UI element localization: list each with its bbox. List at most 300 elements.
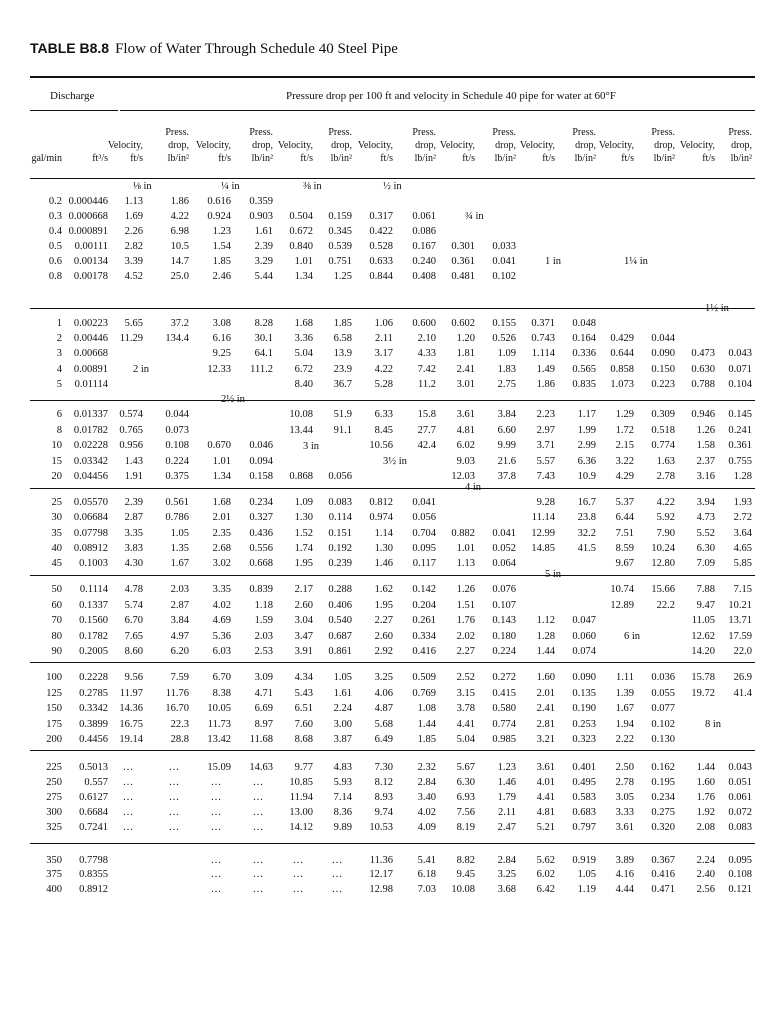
pipe-size-label: 1 in	[545, 256, 562, 267]
cell-ft3s: 0.4456	[79, 734, 108, 745]
cell-pressure-drop: 4.02	[417, 807, 436, 818]
cell-velocity: 0.481	[451, 271, 475, 282]
cell-velocity: 1.01	[456, 543, 475, 554]
cell-ft3s: 0.1782	[79, 631, 108, 642]
cell-velocity: 5.28	[374, 379, 393, 390]
cell-pressure-drop: 0.074	[572, 646, 596, 657]
cell-velocity: 15.09	[207, 762, 231, 773]
cell-pressure-drop: 0.155	[492, 318, 516, 329]
col-header-pressure-line: Press.	[165, 127, 189, 138]
cell-pressure-drop: 6.60	[497, 425, 516, 436]
cell-velocity: …	[292, 884, 304, 895]
cell-pressure-drop: 0.043	[728, 348, 752, 359]
cell-pressure-drop: 0.117	[412, 558, 436, 569]
cell-pressure-drop: 1.08	[417, 703, 436, 714]
cell-pressure-drop: 0.539	[328, 241, 352, 252]
cell-velocity: 2.11	[375, 333, 393, 344]
cell-pressure-drop: 0.224	[492, 646, 516, 657]
cell-pressure-drop: …	[252, 855, 264, 866]
cell-velocity: 11.94	[289, 792, 313, 803]
cell-velocity: 1.26	[696, 425, 715, 436]
cell-velocity: 5.62	[536, 855, 555, 866]
cell-pressure-drop: 0.336	[572, 348, 596, 359]
cell-velocity: 4.44	[615, 884, 634, 895]
cell-pressure-drop: 1.05	[577, 869, 596, 880]
cell-pressure-drop: 1.61	[254, 226, 273, 237]
cell-velocity: 7.65	[124, 631, 143, 642]
cell-pressure-drop: 0.047	[572, 615, 596, 626]
cell-ft3s: 0.04456	[73, 471, 108, 482]
cell-pressure-drop: 1.85	[333, 318, 352, 329]
cell-pressure-drop: 0.204	[412, 600, 436, 611]
pressure-rule	[120, 110, 755, 111]
cell-pressure-drop: 2.03	[254, 631, 273, 642]
cell-pressure-drop: 36.7	[333, 379, 352, 390]
cell-pressure-drop: 0.044	[165, 409, 189, 420]
cell-gal-min: 125	[46, 688, 62, 699]
col-header-pressure-line: Press.	[651, 127, 675, 138]
cell-velocity: 2.87	[124, 512, 143, 523]
cell-velocity: 2.02	[456, 631, 475, 642]
cell-pressure-drop: 1.61	[333, 688, 352, 699]
cell-velocity: 5.67	[456, 762, 475, 773]
cell-ft3s: 0.02228	[73, 440, 108, 451]
cell-pressure-drop: 0.086	[412, 226, 436, 237]
cell-pressure-drop: 15.66	[651, 584, 675, 595]
cell-gal-min: 2	[56, 333, 62, 344]
cell-pressure-drop: 0.077	[651, 703, 675, 714]
cell-velocity: 2.15	[615, 440, 634, 451]
cell-velocity: 4.01	[536, 777, 555, 788]
cell-velocity: 4.69	[212, 615, 231, 626]
cell-velocity: 5.57	[536, 456, 555, 467]
cell-velocity: 2.01	[536, 688, 555, 699]
cell-velocity: 12.89	[610, 600, 634, 611]
cell-gal-min: 3	[56, 348, 62, 359]
cell-pressure-drop: 0.167	[412, 241, 436, 252]
cell-pressure-drop: 0.145	[728, 409, 752, 420]
cell-ft3s: 0.01337	[73, 409, 108, 420]
cell-pressure-drop: 1.05	[170, 528, 189, 539]
cell-pressure-drop: 5.41	[417, 855, 436, 866]
cell-pressure-drop: 134.4	[165, 333, 189, 344]
cell-pressure-drop: 0.083	[728, 822, 752, 833]
cell-velocity: 6.02	[456, 440, 475, 451]
cell-gal-min: 275	[46, 792, 62, 803]
cell-velocity: 2.60	[294, 600, 313, 611]
cell-pressure-drop: 0.130	[651, 734, 675, 745]
cell-pressure-drop: 0.151	[328, 528, 352, 539]
cell-pressure-drop: 3.68	[497, 884, 516, 895]
cell-gal-min: 0.3	[48, 211, 62, 222]
cell-pressure-drop: 22.2	[656, 600, 675, 611]
cell-velocity: 2.97	[536, 425, 555, 436]
cell-pressure-drop: 0.234	[651, 792, 675, 803]
cell-pressure-drop: 0.774	[651, 440, 675, 451]
cell-velocity: 0.812	[369, 497, 393, 508]
cell-velocity: 0.788	[691, 379, 715, 390]
cell-velocity: 5.04	[456, 734, 475, 745]
cell-pressure-drop: 8.36	[333, 807, 352, 818]
cell-velocity: 3.21	[536, 734, 555, 745]
cell-velocity: 7.43	[536, 471, 555, 482]
cell-velocity: 13.44	[289, 425, 313, 436]
cell-velocity: 0.473	[691, 348, 715, 359]
cell-pressure-drop: 0.408	[412, 271, 436, 282]
cell-pressure-drop: 16.7	[577, 497, 596, 508]
cell-velocity: 2.26	[124, 226, 143, 237]
cell-pressure-drop: …	[252, 884, 264, 895]
cell-gal-min: 325	[46, 822, 62, 833]
cell-velocity: …	[210, 807, 222, 818]
cell-velocity: 3.61	[456, 409, 475, 420]
cell-ft3s: 0.000446	[68, 196, 108, 207]
cell-pressure-drop: 2.39	[254, 241, 273, 252]
cell-pressure-drop: …	[252, 822, 264, 833]
cell-pressure-drop: 0.309	[651, 409, 675, 420]
cell-pressure-drop: 3.00	[333, 719, 352, 730]
cell-pressure-drop: 4.71	[254, 688, 273, 699]
cell-velocity: 0.868	[289, 471, 313, 482]
cell-pressure-drop: 0.090	[651, 348, 675, 359]
cell-velocity: 0.672	[289, 226, 313, 237]
cell-velocity: 8.12	[374, 777, 393, 788]
cell-velocity: 1.74	[294, 543, 313, 554]
cell-ft3s: 0.2228	[79, 672, 108, 683]
col-header-pressure-line: lb/in²	[414, 153, 436, 164]
cell-pressure-drop: 111.2	[250, 364, 273, 375]
col-header-pressure-line: Press.	[492, 127, 516, 138]
cell-pressure-drop: …	[331, 855, 343, 866]
table-caption: Flow of Water Through Schedule 40 Steel Pipe	[115, 41, 398, 57]
cell-pressure-drop: 0.195	[651, 777, 675, 788]
cell-velocity: 1.30	[374, 543, 393, 554]
cell-pressure-drop: 3.84	[497, 409, 516, 420]
cell-velocity: 6.72	[294, 364, 313, 375]
cell-pressure-drop: 1.63	[656, 456, 675, 467]
cell-pressure-drop: 2.99	[577, 440, 596, 451]
col-header-pressure-line: drop,	[654, 140, 675, 151]
cell-pressure-drop: 0.415	[492, 688, 516, 699]
cell-pressure-drop: 2.78	[656, 471, 675, 482]
cell-ft3s: 0.1003	[79, 558, 108, 569]
cell-pressure-drop: 0.668	[249, 558, 273, 569]
cell-ft3s: 0.1337	[79, 600, 108, 611]
pipe-size-label: ¾ in	[465, 211, 484, 222]
row-group-rule	[30, 488, 755, 489]
cell-pressure-drop: 0.526	[492, 333, 516, 344]
row-group-rule	[30, 308, 755, 309]
cell-gal-min: 0.8	[48, 271, 62, 282]
cell-pressure-drop: 0.041	[412, 497, 436, 508]
discharge-rule	[30, 110, 118, 111]
cell-velocity: 6.93	[456, 792, 475, 803]
cell-pressure-drop: 17.59	[728, 631, 752, 642]
col-header-velocity-line: ft/s	[380, 153, 393, 164]
row-group-rule	[30, 843, 755, 844]
cell-pressure-drop: 0.406	[328, 600, 352, 611]
cell-pressure-drop: 0.556	[249, 543, 273, 554]
cell-velocity: 1.20	[456, 333, 475, 344]
pressure-header: Pressure drop per 100 ft and velocity in Schedule 40 pipe for water at 60°F	[286, 90, 617, 102]
col-header-pressure-line: lb/in²	[251, 153, 273, 164]
cell-pressure-drop: 13.9	[333, 348, 352, 359]
cell-velocity: 8.59	[615, 543, 634, 554]
cell-ft3s: 0.3899	[79, 719, 108, 730]
cell-velocity: 2.37	[696, 456, 715, 467]
cell-velocity: 0.633	[369, 256, 393, 267]
cell-velocity: 0.371	[531, 318, 555, 329]
cell-velocity: 3.39	[124, 256, 143, 267]
cell-gal-min: 250	[46, 777, 62, 788]
cell-velocity: 2.56	[696, 884, 715, 895]
cell-pressure-drop: 2.24	[333, 703, 352, 714]
cell-pressure-drop: 3.09	[254, 672, 273, 683]
cell-velocity: 4.30	[124, 558, 143, 569]
cell-pressure-drop: 0.224	[165, 456, 189, 467]
cell-velocity: 6.70	[124, 615, 143, 626]
cell-pressure-drop: 0.367	[651, 855, 675, 866]
cell-pressure-drop: 8.97	[254, 719, 273, 730]
cell-velocity: 7.51	[615, 528, 634, 539]
cell-pressure-drop: 0.102	[651, 719, 675, 730]
cell-pressure-drop: 7.15	[733, 584, 752, 595]
pipe-size-label: 2 in	[133, 364, 150, 375]
cell-velocity: 6.42	[536, 884, 555, 895]
cell-velocity: 9.77	[294, 762, 313, 773]
cell-ft3s: 0.00446	[73, 333, 108, 344]
cell-pressure-drop: 4.65	[733, 543, 752, 554]
cell-gal-min: 5	[56, 379, 62, 390]
cell-pressure-drop: 0.565	[572, 364, 596, 375]
cell-pressure-drop: 0.073	[165, 425, 189, 436]
cell-pressure-drop: 1.05	[333, 672, 352, 683]
cell-pressure-drop: 5.44	[254, 271, 273, 282]
cell-velocity: 0.528	[369, 241, 393, 252]
cell-velocity: 5.21	[536, 822, 555, 833]
cell-pressure-drop: 0.774	[492, 719, 516, 730]
cell-velocity: 1.43	[124, 456, 143, 467]
cell-velocity: 1.44	[696, 762, 715, 773]
cell-pressure-drop: 5.93	[333, 777, 352, 788]
cell-velocity: 14.12	[289, 822, 313, 833]
cell-velocity: 1.13	[124, 196, 143, 207]
cell-pressure-drop: 0.509	[412, 672, 436, 683]
cell-velocity: …	[292, 855, 304, 866]
cell-pressure-drop: 4.22	[656, 497, 675, 508]
cell-pressure-drop: 0.583	[572, 792, 596, 803]
cell-pressure-drop: 0.043	[728, 762, 752, 773]
cell-pressure-drop: 0.162	[651, 762, 675, 773]
pipe-size-label: 3½ in	[383, 456, 407, 467]
table-label: TABLE B8.8	[30, 40, 110, 56]
cell-velocity: 2.01	[212, 512, 231, 523]
cell-ft3s: 0.07798	[73, 528, 108, 539]
col-header-pressure-line: lb/in²	[574, 153, 596, 164]
col-header-velocity-line: Velocity,	[357, 140, 393, 151]
cell-velocity: 6.16	[212, 333, 231, 344]
pipe-size-label: 3 in	[303, 441, 320, 452]
cell-velocity: 7.88	[696, 584, 715, 595]
cell-velocity: 2.78	[615, 777, 634, 788]
col-header-pressure-drop	[692, 126, 752, 165]
cell-velocity: 3.47	[294, 631, 313, 642]
cell-velocity: 11.97	[119, 688, 143, 699]
cell-velocity: 1.34	[212, 471, 231, 482]
pipe-size-label: ¼ in	[221, 181, 240, 192]
cell-pressure-drop: 0.108	[728, 869, 752, 880]
cell-pressure-drop: 0.323	[572, 734, 596, 745]
cell-velocity: 0.946	[691, 409, 715, 420]
cell-velocity: 0.765	[119, 425, 143, 436]
cell-pressure-drop: 7.14	[333, 792, 352, 803]
cell-pressure-drop: 23.8	[577, 512, 596, 523]
cell-velocity: 3.35	[212, 584, 231, 595]
cell-pressure-drop: 0.561	[165, 497, 189, 508]
cell-pressure-drop: 21.6	[497, 456, 516, 467]
cell-gal-min: 350	[46, 855, 62, 866]
cell-velocity: 0.840	[289, 241, 313, 252]
cell-velocity: 9.56	[124, 672, 143, 683]
cell-velocity: 2.23	[536, 409, 555, 420]
cell-pressure-drop: 0.751	[328, 256, 352, 267]
cell-velocity: 1.13	[456, 558, 475, 569]
cell-velocity: 4.52	[124, 271, 143, 282]
cell-velocity: 10.05	[207, 703, 231, 714]
cell-velocity: 2.82	[124, 241, 143, 252]
cell-velocity: 8.38	[212, 688, 231, 699]
cell-velocity: 3.94	[696, 497, 715, 508]
cell-velocity: 13.42	[207, 734, 231, 745]
cell-velocity: 0.361	[451, 256, 475, 267]
cell-velocity: 4.02	[212, 600, 231, 611]
cell-pressure-drop: …	[252, 777, 264, 788]
cell-pressure-drop: 2.53	[254, 646, 273, 657]
cell-velocity: 10.08	[451, 884, 475, 895]
cell-velocity: 0.630	[691, 364, 715, 375]
cell-velocity: 0.616	[207, 196, 231, 207]
cell-pressure-drop: 2.11	[498, 807, 516, 818]
cell-gal-min: 8	[56, 425, 62, 436]
cell-pressure-drop: 0.159	[328, 211, 352, 222]
cell-velocity: 1.69	[124, 211, 143, 222]
cell-velocity: 6.30	[456, 777, 475, 788]
cell-velocity: …	[210, 855, 222, 866]
cell-pressure-drop: 3.87	[333, 734, 352, 745]
cell-velocity: 1.073	[610, 379, 634, 390]
col-header-velocity-line: ft/s	[300, 153, 313, 164]
cell-velocity: 1.92	[696, 807, 715, 818]
cell-pressure-drop: 0.041	[492, 256, 516, 267]
cell-velocity: 6.03	[212, 646, 231, 657]
cell-pressure-drop: 0.361	[728, 440, 752, 451]
cell-ft3s: 0.1560	[79, 615, 108, 626]
cell-velocity: 8.93	[374, 792, 393, 803]
cell-velocity: 2.46	[212, 271, 231, 282]
cell-velocity: 1.14	[374, 528, 393, 539]
cell-velocity: 0.882	[451, 528, 475, 539]
cell-velocity: 1.52	[294, 528, 313, 539]
cell-velocity: 8.60	[124, 646, 143, 657]
cell-velocity: 9.28	[536, 497, 555, 508]
cell-gal-min: 400	[46, 884, 62, 895]
cell-velocity: 3.36	[294, 333, 313, 344]
cell-pressure-drop: 0.095	[728, 855, 752, 866]
cell-velocity: 10.53	[369, 822, 393, 833]
cell-velocity: 12.17	[369, 869, 393, 880]
top-rule	[30, 76, 755, 78]
pipe-size-label: 1½ in	[705, 303, 729, 314]
cell-pressure-drop: 0.107	[492, 600, 516, 611]
cell-velocity: 5.74	[124, 600, 143, 611]
cell-velocity: 0.858	[610, 364, 634, 375]
cell-gal-min: 40	[51, 543, 62, 554]
cell-velocity: 1.29	[615, 409, 634, 420]
cell-velocity: 0.956	[119, 440, 143, 451]
cell-pressure-drop: 37.8	[497, 471, 516, 482]
cell-velocity: 1.49	[536, 364, 555, 375]
cell-pressure-drop: 1.99	[577, 425, 596, 436]
cell-ft3s: 0.03342	[73, 456, 108, 467]
cell-pressure-drop: 15.8	[417, 409, 436, 420]
cell-pressure-drop: 6.20	[170, 646, 189, 657]
cell-gal-min: 90	[51, 646, 62, 657]
cell-pressure-drop: 11.68	[249, 734, 273, 745]
cell-velocity: 3.17	[374, 348, 393, 359]
cell-ft3s: 0.6127	[79, 792, 108, 803]
cell-pressure-drop: 0.046	[249, 440, 273, 451]
cell-pressure-drop: 0.190	[572, 703, 596, 714]
cell-velocity: 10.56	[369, 440, 393, 451]
cell-velocity: 1.23	[212, 226, 231, 237]
cell-ft3s: 0.00223	[73, 318, 108, 329]
col-header-gal-min: gal/min	[31, 153, 62, 164]
cell-pressure-drop: 0.095	[412, 543, 436, 554]
cell-pressure-drop: 0.150	[651, 364, 675, 375]
cell-velocity: 7.60	[294, 719, 313, 730]
cell-velocity: 11.36	[369, 855, 393, 866]
cell-pressure-drop: 6.18	[417, 869, 436, 880]
cell-pressure-drop: 0.600	[412, 318, 436, 329]
cell-velocity: 12.33	[207, 364, 231, 375]
cell-velocity: 4.22	[374, 364, 393, 375]
cell-pressure-drop: 37.2	[170, 318, 189, 329]
cell-pressure-drop: 25.0	[170, 271, 189, 282]
cell-gal-min: 150	[46, 703, 62, 714]
cell-velocity: 3.25	[374, 672, 393, 683]
cell-velocity: 12.62	[691, 631, 715, 642]
cell-velocity: 19.14	[119, 734, 143, 745]
cell-velocity: 2.22	[615, 734, 634, 745]
cell-pressure-drop: 0.861	[328, 646, 352, 657]
cell-pressure-drop: 22.0	[733, 646, 752, 657]
cell-pressure-drop: 0.288	[328, 584, 352, 595]
pipe-size-label: 1¼ in	[624, 256, 648, 267]
cell-pressure-drop: 0.239	[328, 558, 352, 569]
cell-velocity: 3.02	[212, 558, 231, 569]
cell-velocity: 2.52	[456, 672, 475, 683]
cell-velocity: 1.91	[124, 471, 143, 482]
cell-ft3s: 0.00134	[73, 256, 108, 267]
pipe-size-label: 2½ in	[221, 394, 245, 405]
cell-velocity: 1.11	[616, 672, 634, 683]
row-group-rule	[30, 750, 755, 751]
col-header-velocity-line: Velocity,	[439, 140, 475, 151]
cell-pressure-drop: …	[331, 869, 343, 880]
cell-pressure-drop: 0.055	[651, 688, 675, 699]
cell-pressure-drop: 9.89	[333, 822, 352, 833]
cell-pressure-drop: …	[168, 807, 180, 818]
